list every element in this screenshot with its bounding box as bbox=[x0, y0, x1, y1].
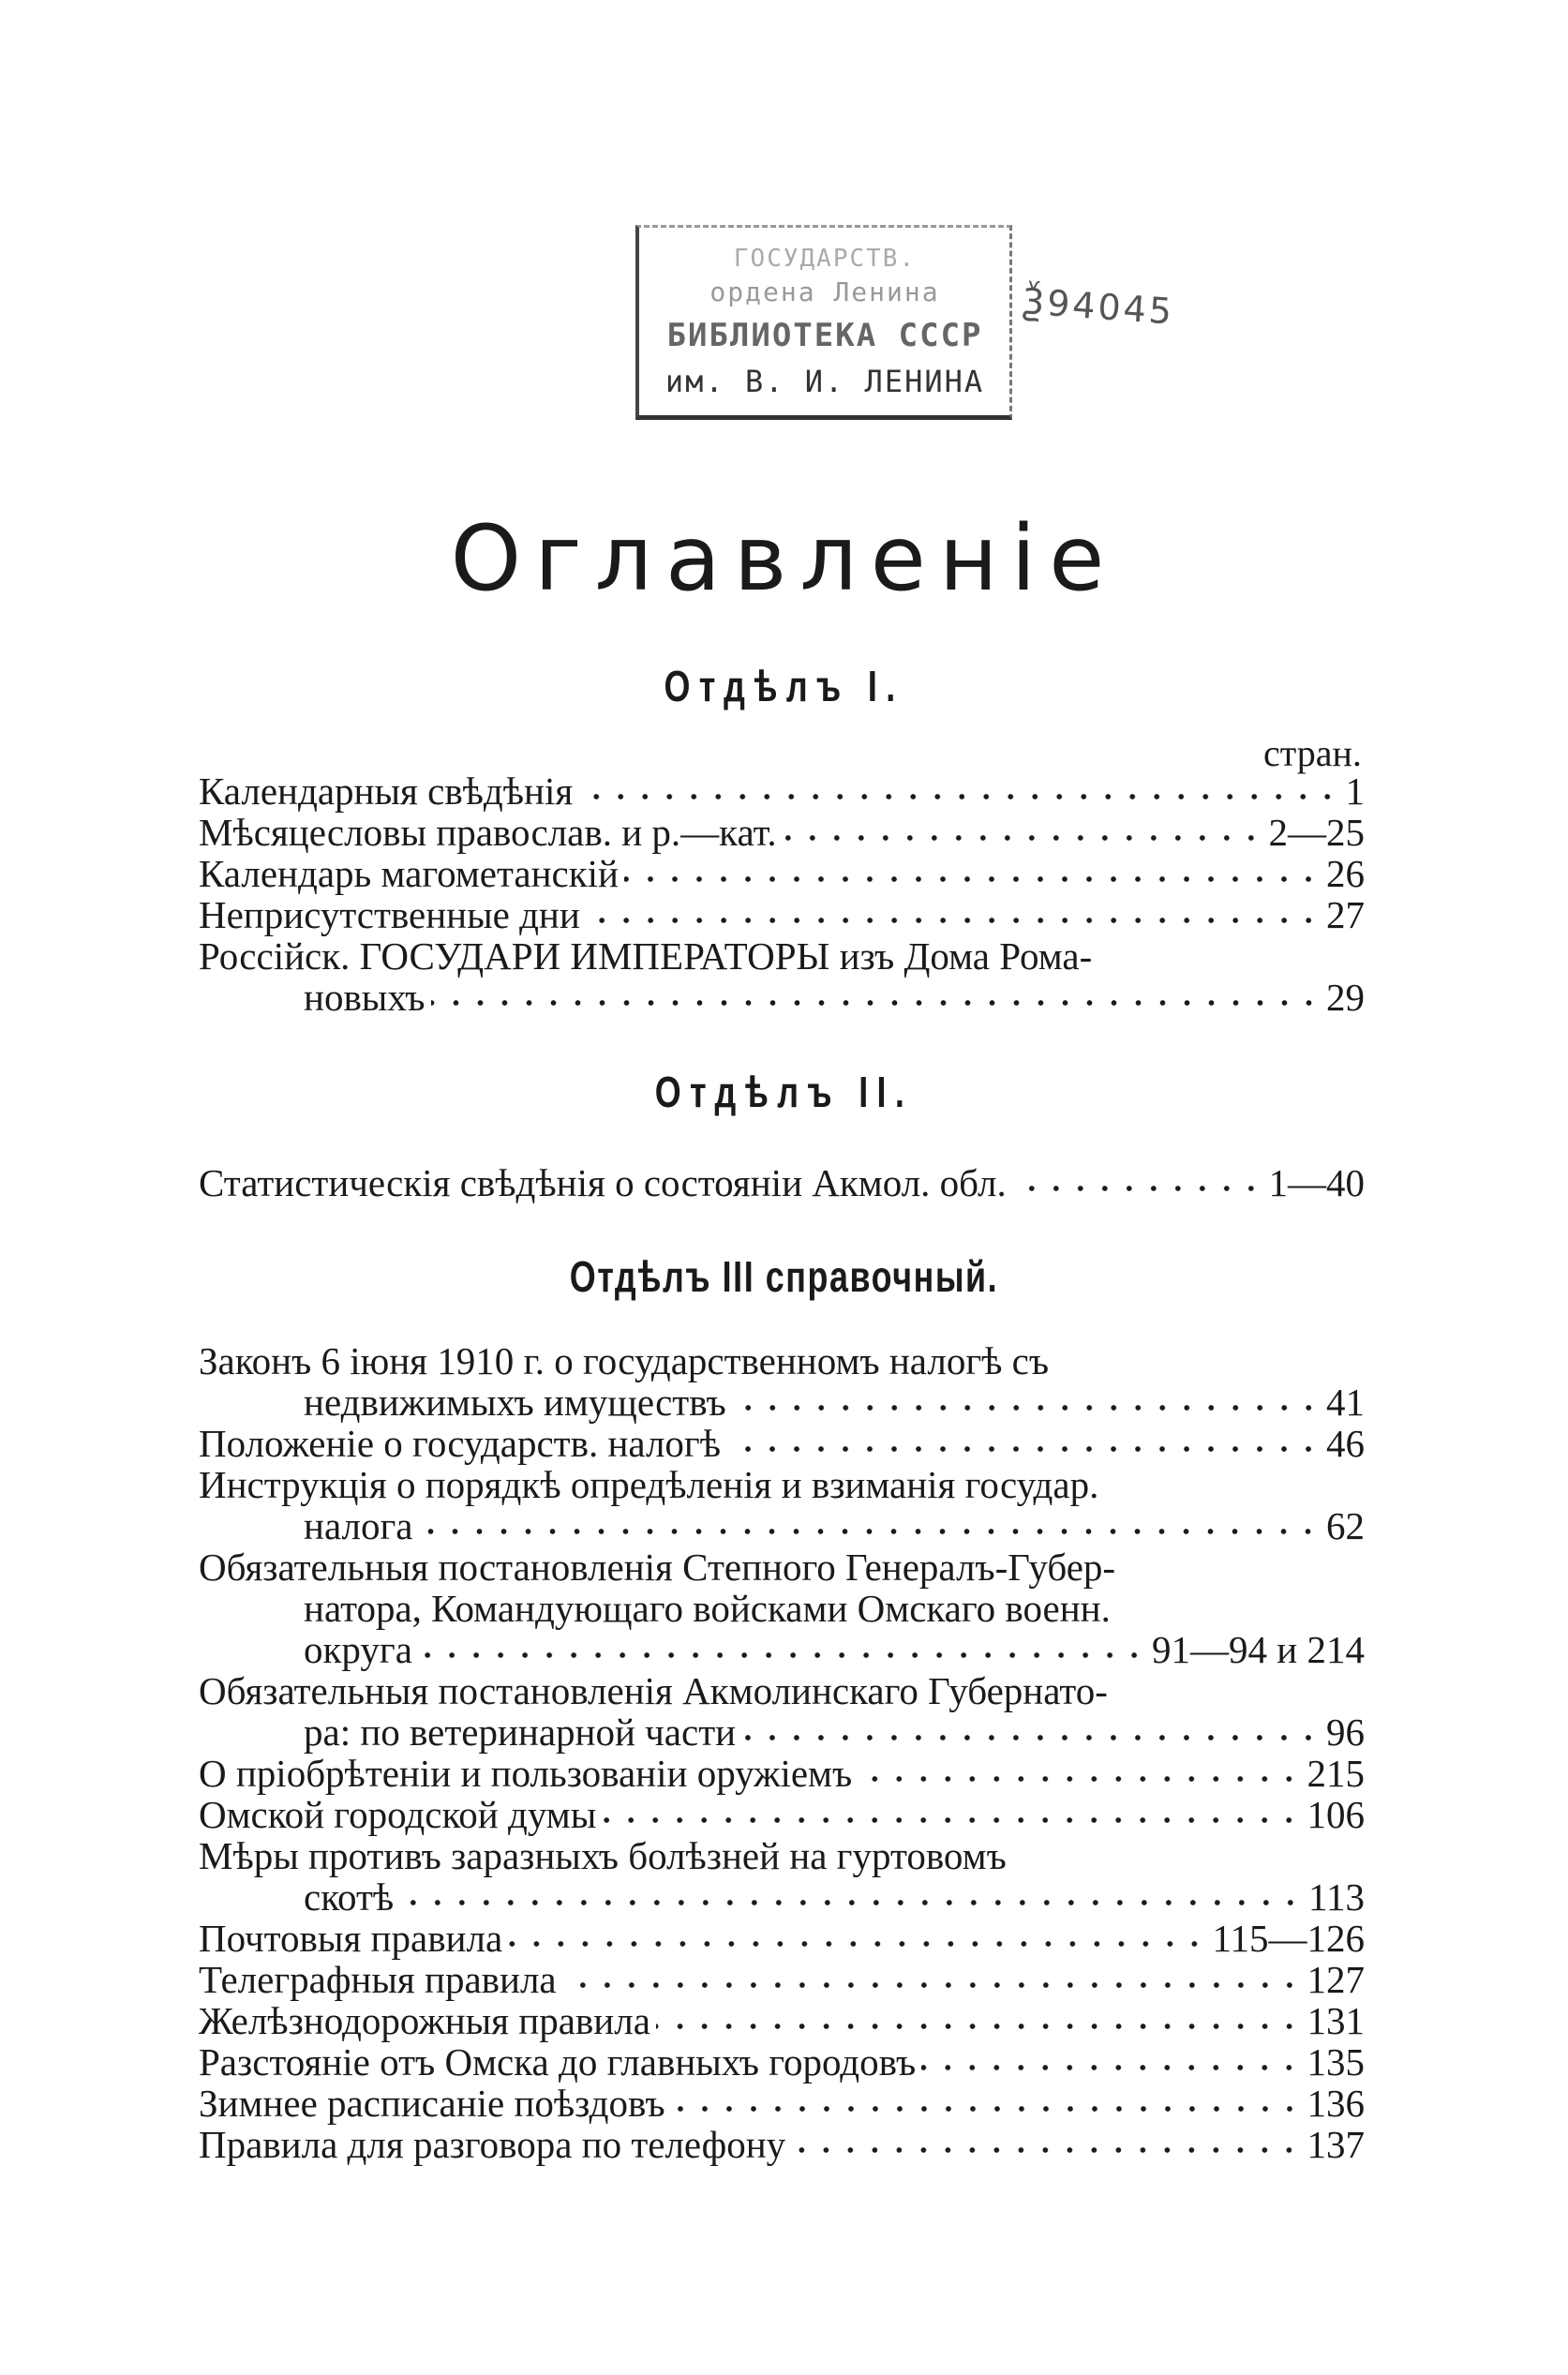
entry-title: Обязательныя постановленія Степного Генералъ-Губер- bbox=[199, 1546, 1116, 1589]
entry-title: Инструкція о порядкѣ опредѣленія и взиманія государ. bbox=[199, 1463, 1099, 1506]
entry-page: 91—94 и 214 bbox=[1152, 1628, 1365, 1671]
stamp-line: ордена Ленина bbox=[709, 276, 940, 307]
entry-title: Статистическія свѣдѣнія о состояніи Акмол. обл. bbox=[199, 1161, 1007, 1204]
page-title: Оглавленіе bbox=[450, 506, 1118, 611]
leader-dots bbox=[399, 1897, 1303, 1908]
toc-entry bbox=[199, 1546, 1365, 1670]
toc-entry bbox=[199, 2124, 1365, 2165]
toc-entry bbox=[199, 853, 1365, 894]
toc-entry bbox=[199, 812, 1365, 853]
entry-page: 131 bbox=[1307, 1999, 1365, 2042]
entry-page: 2—25 bbox=[1268, 811, 1365, 854]
section-heading: Отдѣлъ III справочный. bbox=[569, 1252, 999, 1301]
leader-dots bbox=[418, 1526, 1321, 1537]
entry-page: 26 bbox=[1326, 852, 1365, 895]
leader-dots bbox=[741, 1732, 1321, 1743]
entry-page: 29 bbox=[1326, 976, 1365, 1019]
leader-dots bbox=[858, 1773, 1301, 1785]
entry-title: Зимнее расписаніе поѣздовъ bbox=[199, 2082, 665, 2125]
entry-title: Почтовыя правила bbox=[199, 1917, 503, 1960]
toc-entry bbox=[199, 1835, 1365, 1918]
stamp-line: им. В. И. ЛЕНИНА bbox=[665, 364, 985, 399]
entry-title: Телеграфныя правила bbox=[199, 1958, 557, 2001]
leader-dots bbox=[656, 2021, 1302, 2032]
entry-title: Россійск. ГОСУДАРИ ИМПЕРАТОРЫ изъ Дома Рома- bbox=[199, 934, 1093, 978]
entry-page: 1 bbox=[1345, 769, 1365, 813]
leader-dots bbox=[1012, 1183, 1263, 1194]
leader-dots bbox=[562, 1979, 1302, 1991]
entry-title-continued: новыхъ bbox=[304, 976, 426, 1019]
entry-title-continued: налога bbox=[304, 1504, 413, 1547]
toc-entry bbox=[199, 2000, 1365, 2041]
leader-dots bbox=[578, 791, 1339, 802]
toc-entry bbox=[199, 1918, 1365, 1959]
toc-entry bbox=[199, 1340, 1365, 1423]
entry-title-continued: округа bbox=[304, 1628, 412, 1671]
section-heading: Отдѣлъ II. bbox=[654, 1068, 914, 1116]
leader-dots bbox=[732, 1402, 1321, 1413]
toc-entry bbox=[199, 1794, 1365, 1835]
leader-dots bbox=[602, 1815, 1301, 1826]
library-stamp bbox=[635, 225, 1012, 420]
entry-title: Законъ 6 іюня 1910 г. о государственномъ налогѣ съ bbox=[199, 1339, 1050, 1382]
toc-entry bbox=[199, 935, 1365, 1018]
leader-dots bbox=[508, 1938, 1206, 1949]
entry-page: 27 bbox=[1326, 893, 1365, 936]
entry-title: Обязательныя постановленія Акмолинскаго Губернато- bbox=[199, 1669, 1108, 1712]
toc-entry bbox=[199, 1959, 1365, 2000]
entry-title-continued: ра: по ветеринарной части bbox=[304, 1710, 737, 1754]
toc-entry bbox=[199, 1753, 1365, 1794]
leader-dots bbox=[921, 2062, 1301, 2073]
entry-page: 62 bbox=[1326, 1504, 1365, 1547]
entry-page: 137 bbox=[1307, 2123, 1365, 2166]
leader-dots bbox=[791, 2144, 1301, 2156]
shelfmark: Ѯ94045 bbox=[1020, 280, 1176, 333]
entry-title: Разстояніе отъ Омска до главныхъ городовъ bbox=[199, 2040, 917, 2084]
entry-title-continued: натора, Командующаго войсками Омскаго военн. bbox=[304, 1587, 1111, 1630]
entry-title: Правила для разговора по телефону bbox=[199, 2123, 786, 2166]
entry-page: 115—126 bbox=[1212, 1917, 1365, 1960]
leader-dots bbox=[624, 874, 1321, 885]
entry-title: Календарныя свѣдѣнія bbox=[199, 769, 574, 813]
toc-entry bbox=[199, 2083, 1365, 2124]
entry-title: Омской городской думы bbox=[199, 1793, 597, 1836]
toc-entry bbox=[199, 2041, 1365, 2083]
entry-title: О пріобрѣтеніи и пользованіи оружіемъ bbox=[199, 1752, 853, 1795]
entry-title-continued: недвижимыхъ имуществъ bbox=[304, 1381, 726, 1424]
entry-page: 41 bbox=[1326, 1381, 1365, 1424]
toc-entry bbox=[199, 1464, 1365, 1546]
leader-dots bbox=[726, 1443, 1321, 1455]
toc-entry bbox=[199, 1162, 1365, 1203]
entry-title: Положеніе о государств. налогѣ bbox=[199, 1422, 721, 1465]
entry-page: 215 bbox=[1307, 1752, 1365, 1795]
entry-page: 106 bbox=[1307, 1793, 1365, 1836]
entry-title-continued: скотѣ bbox=[304, 1875, 395, 1919]
toc-entry bbox=[199, 770, 1365, 812]
entry-page: 127 bbox=[1307, 1958, 1365, 2001]
leader-dots bbox=[783, 832, 1263, 844]
section-heading: Отдѣлъ I. bbox=[664, 662, 904, 710]
page-column-label: стран. bbox=[1263, 732, 1362, 774]
entry-title: Желѣзнодорожныя правила bbox=[199, 1999, 650, 2042]
entry-page: 96 bbox=[1326, 1710, 1365, 1754]
entry-title: Мѣры противъ заразныхъ болѣзней на гуртовомъ bbox=[199, 1834, 1007, 1877]
toc-entry bbox=[199, 894, 1365, 935]
leader-dots bbox=[418, 1650, 1146, 1661]
entry-title: Мѣсяцесловы православ. и р.—кат. bbox=[199, 811, 777, 854]
entry-page: 135 bbox=[1307, 2040, 1365, 2084]
toc-entry bbox=[199, 1670, 1365, 1753]
entry-page: 1—40 bbox=[1268, 1161, 1365, 1204]
entry-title: Неприсутственные дни bbox=[199, 893, 580, 936]
entry-page: 113 bbox=[1308, 1875, 1365, 1919]
stamp-line: БИБЛИОТЕКА СССР bbox=[666, 317, 983, 354]
entry-page: 136 bbox=[1307, 2082, 1365, 2125]
entry-title: Календарь магометанскій bbox=[199, 852, 619, 895]
leader-dots bbox=[671, 2103, 1302, 2114]
stamp-line: ГОСУДАРСТВ. bbox=[733, 245, 917, 273]
leader-dots bbox=[431, 997, 1322, 1008]
entry-page: 46 bbox=[1326, 1422, 1365, 1465]
toc-entry bbox=[199, 1423, 1365, 1464]
leader-dots bbox=[586, 915, 1321, 926]
